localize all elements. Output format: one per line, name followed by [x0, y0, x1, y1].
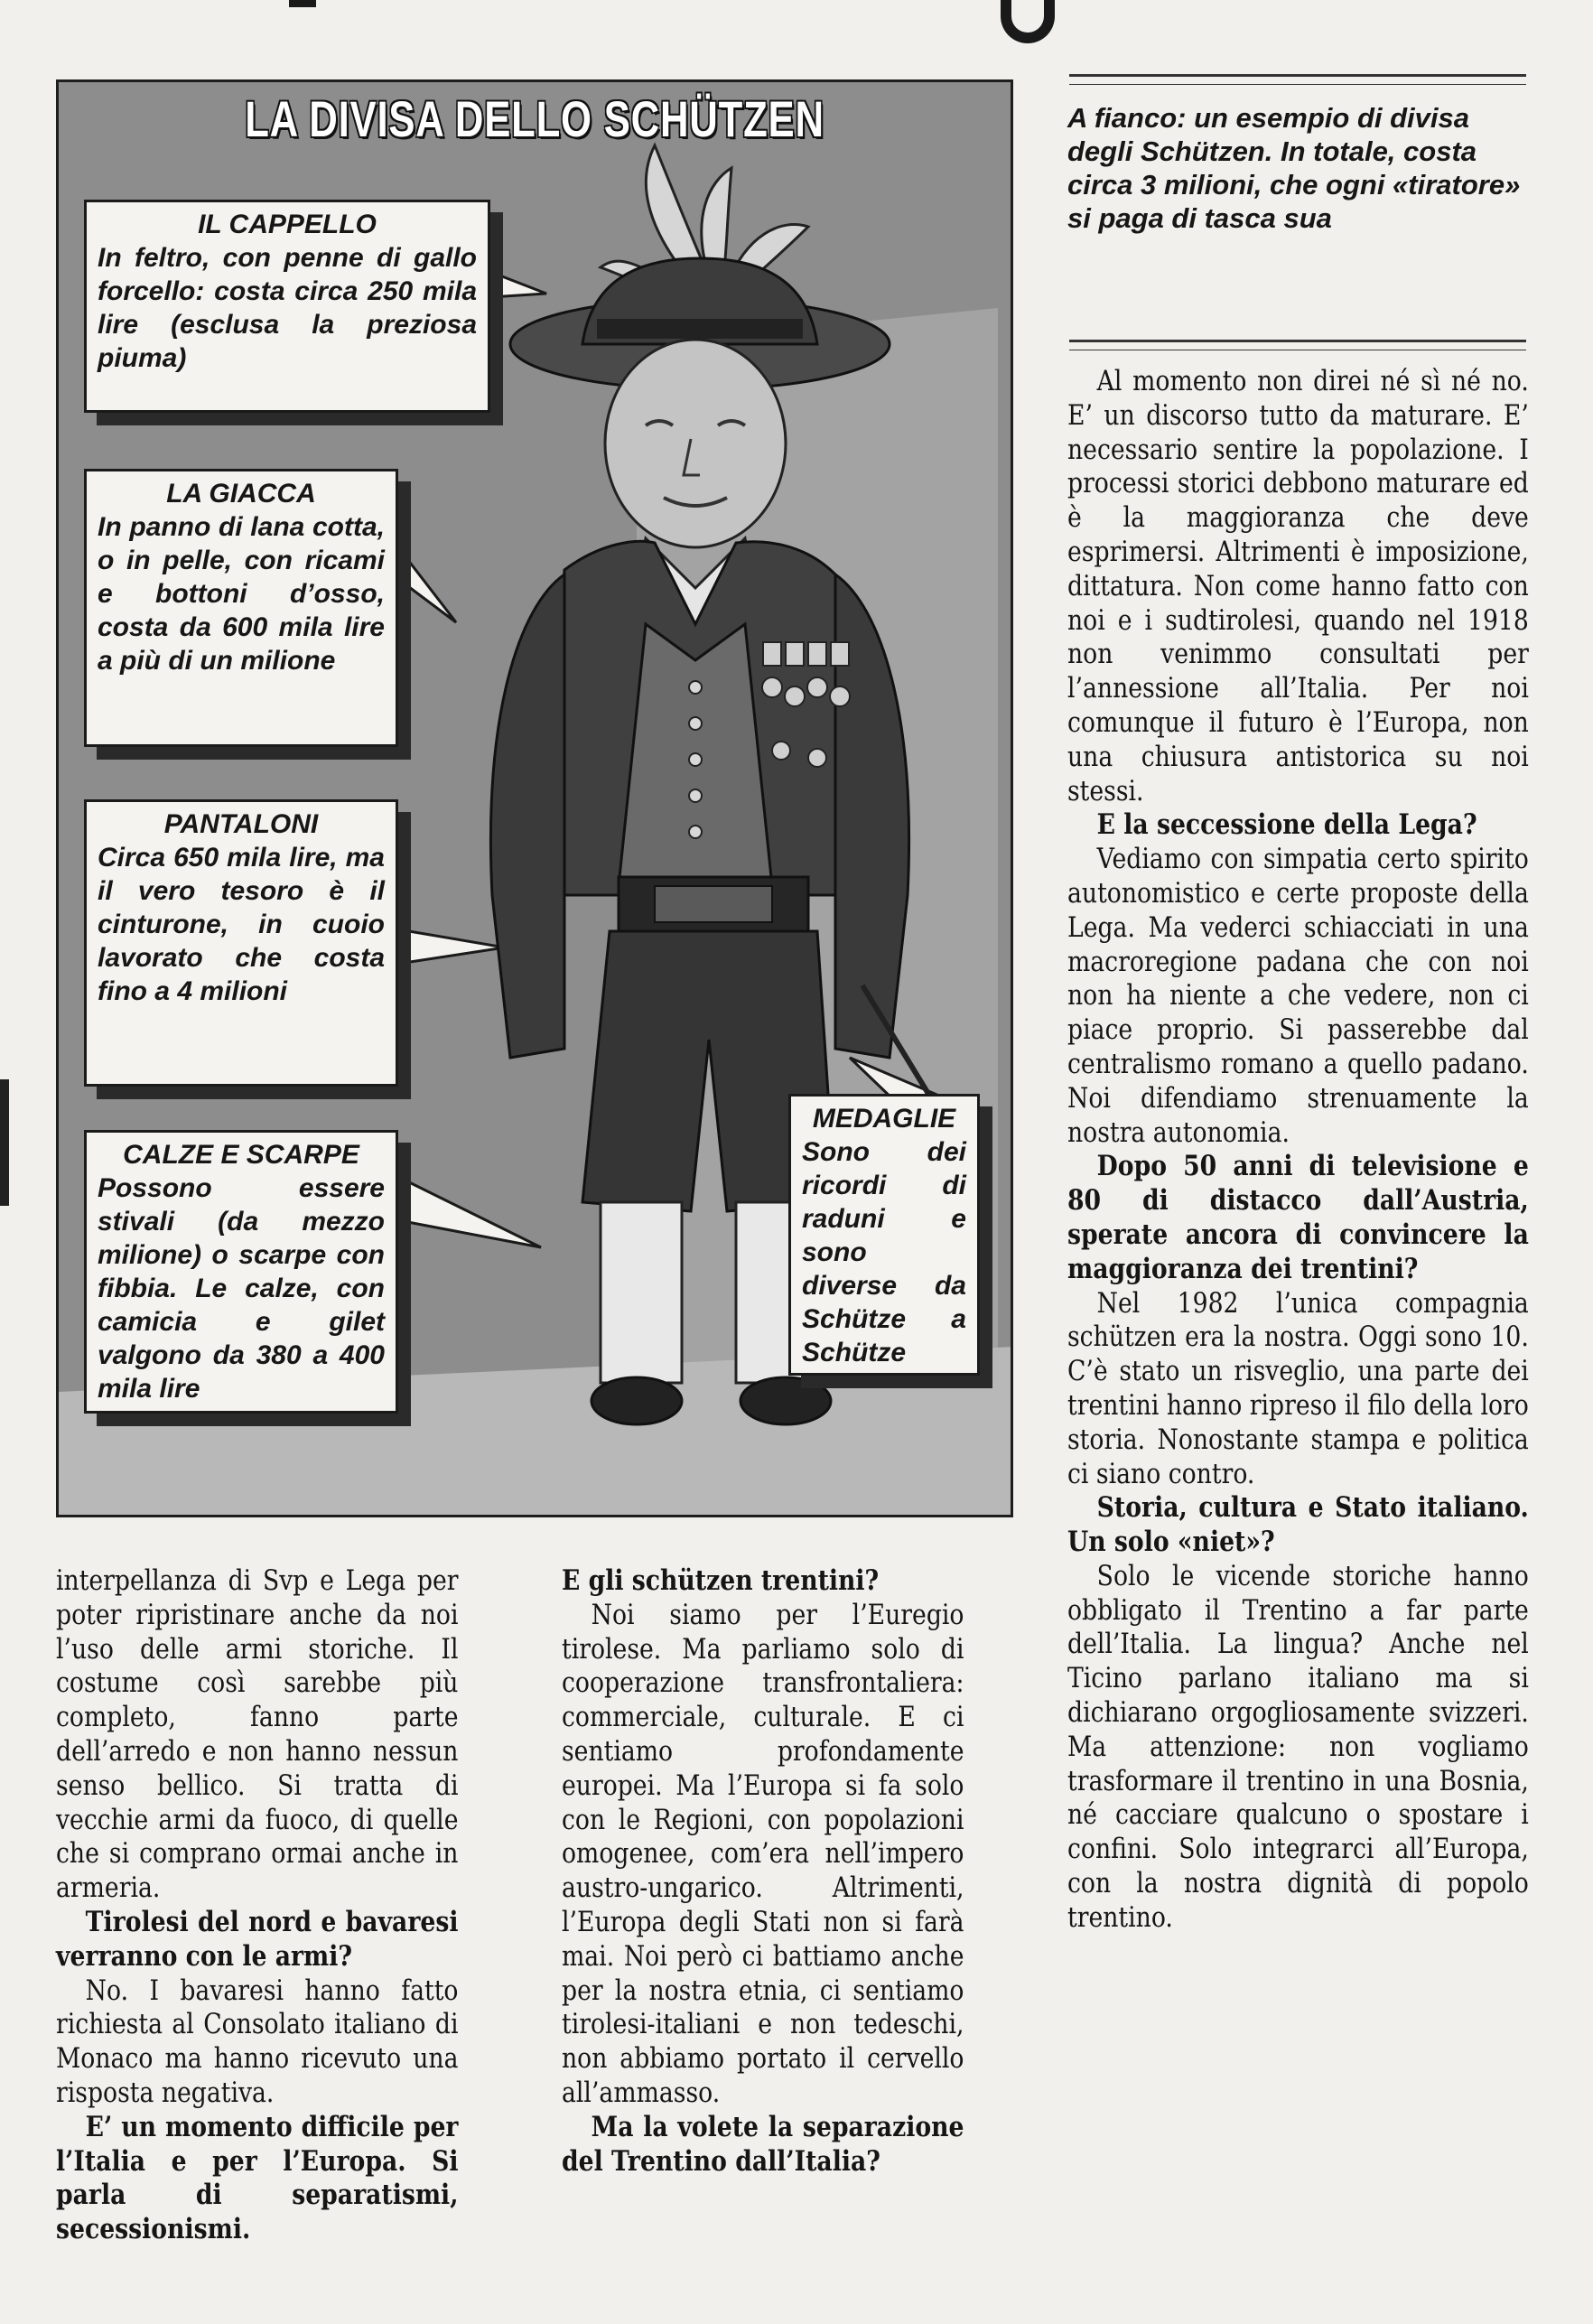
answer-paragraph: Solo le vicende storiche hanno obbligato il Trentino a far parte dell’Italia. La lingua? Anche nel Ticino parlano italiano ma si dichiarano orgogliosamente svizzeri. Ma attenzione: non vogliamo trasformare il trentino in una Bosnia, né cacciare qualcuno o spostare i confini. Solo integrarci all’Europa, con la nostra dignità di popolo trentino. [1067, 1559, 1529, 1934]
answer-paragraph: interpellanza di Svp e Lega per poter ripristinare anche da noi l’uso delle armi storiche. Il costume così sarebbe più completo, fanno parte dell’arredo e non hanno nessun senso bellico. Si tratta di vecchie armi da fuoco, di quelle che si comprano ormai anche in armeria. [56, 1564, 459, 1905]
interview-question: E’ un momento difficile per l’Italia e per l’Europa. Si parla di separatismi, secessionismi. [56, 2110, 459, 2246]
article-column-left [56, 1564, 458, 2247]
answer-paragraph: Nel 1982 l’unica compagnia schützen era la nostra. Oggi sono 10. C’è stato un risveglio, una parte dei trentini hanno ripreso il filo della loro storia. Nonostante stampa e politica ci siano contro. [1067, 1286, 1529, 1490]
callout-socks-shoes-heading: CALZE E SCARPE [123, 1140, 359, 1170]
callout-hat-body: In feltro, con penne di gallo forcello: costa circa 250 mila lire (esclusa la preziosa piuma) [98, 243, 477, 373]
answer-paragraph: Vediamo con simpatia certo spirito autonomistico e certe proposte della Lega. Ma vederci schiacciati in una macroregione padana che con noi non ha niente a che vedere, non ci piace proprio. Si passerebbe dal centralismo romano a quello padano. Noi difendiamo strenuamente la nostra autonomia. [1067, 843, 1529, 1149]
interview-question: Dopo 50 anni di televisione e 80 di distacco dall’Austria, sperate ancora di convincere la maggioranza dei trentini? [1067, 1150, 1529, 1285]
article-column-middle [562, 1564, 964, 2179]
callout-hat-heading: IL CAPPELLO [198, 210, 377, 239]
interview-question: Storia, cultura e Stato italiano. Un solo «niet»? [1067, 1491, 1529, 1559]
callout-trousers-body: Circa 650 mila lire, ma il vero tesoro è il cinturone, in cuoio lavorato che costa fino a 4 milioni [98, 843, 385, 1006]
interview-question: E la seccessione della Lega? [1096, 808, 1477, 842]
answer-paragraph: Noi siamo per l’Euregio tirolese. Ma parliamo solo di cooperazione transfrontaliera: commerciale, culturale. E ci sentiamo profondamente europei. Ma l’Europa si fa solo con le Regioni, con popolazioni omogenee, com’era nell’impero austro-ungarico. Altrimenti, l’Europa degli Stati non si farà mai. Noi però ci battiamo anche per la nostra etnia, ci sentiamo tirolesi-italiani e non tedeschi, non abbiamo portato il cervello all’ammasso. [562, 1598, 964, 2109]
callout-jacket-heading: LA GIACCA [166, 479, 316, 509]
answer-paragraph: No. I bavaresi hanno fatto richiesta al Consolato italiano di Monaco ma hanno ricevuto una risposta negativa. [56, 1974, 459, 2109]
caption-rule-bottom [1069, 340, 1526, 350]
callout-jacket [84, 469, 398, 747]
interview-question: E gli schützen trentini? [562, 1564, 880, 1597]
answer-paragraph: Al momento non direi né sì né no. E’ un discorso tutto da maturare. E’ necessario sentire la popolazione. I processi storici debbono maturare ed è la maggioranza che deve esprimersi. Altrimenti è imposizione, dittatura. Non come hanno fatto con noi e i sudtirolesi, quando nel 1918 non venimmo consultati per l’annessione all’Italia. Per noi comunque il futuro è l’Europa, non una chiusura antistorica su noi stessi. [1067, 365, 1529, 807]
article-column-right [1067, 365, 1529, 1936]
callout-medals [788, 1094, 980, 1376]
callout-trousers-heading: PANTALONI [163, 809, 319, 839]
previous-headline-fragment [289, 0, 316, 7]
callout-medals-heading: MEDAGLIE [812, 1104, 956, 1134]
interview-question: Tirolesi del nord e bavaresi verranno con le armi? [56, 1905, 459, 1973]
infographic-caption: A fianco: un esempio di divisa degli Schützen. In totale, costa circa 3 milioni, che ogni «tiratore» si paga di tasca sua [1067, 102, 1521, 234]
callout-socks-shoes-body: Possono essere stivali (da mezzo milione) o scarpe con fibbia. Le calze, con camicia e gilet valgono da 380 a 400 mila lire [98, 1173, 385, 1404]
caption-rule-top [1069, 74, 1526, 85]
previous-headline-fragment [1001, 0, 1055, 43]
interview-question: Ma la volete la separazione del Trentino dall’Italia? [562, 2110, 964, 2178]
callout-medals-body: Sono dei ricordi di raduni e sono diverse da Schütze a Schütze [802, 1137, 966, 1367]
callout-jacket-body: In panno di lana cotta, o in pelle, con ricami e bottoni d’osso, costa da 600 mila lire a più di un milione [98, 512, 385, 676]
callout-trousers [84, 799, 398, 1087]
callout-hat [84, 200, 490, 413]
column-rule [0, 1079, 9, 1206]
infographic-title: LA DIVISA DELLO SCHÜTZEN [245, 90, 824, 147]
callout-socks-shoes [84, 1130, 398, 1414]
uniform-infographic [56, 79, 1013, 1517]
